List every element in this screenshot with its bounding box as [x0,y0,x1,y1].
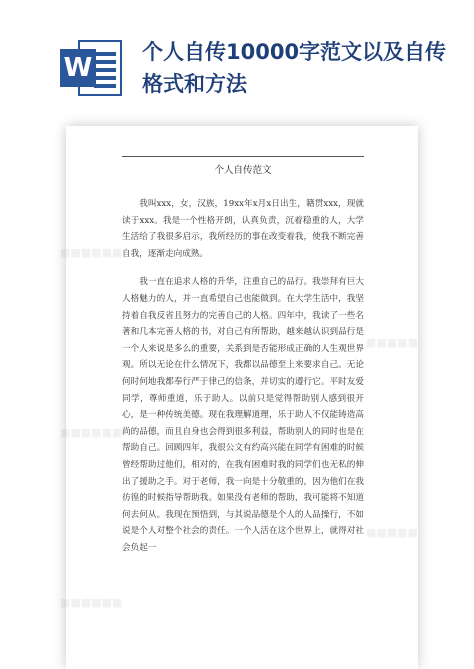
watermark: ■■■■■■ [60,596,123,609]
watermark: ■■■■■ [366,336,418,349]
page-header [0,0,474,130]
document-body [122,196,364,568]
watermark: ■■■■■■ [60,426,123,439]
word-badge: W [60,49,96,87]
document-page [60,126,418,669]
paragraph: 我叫xxx，女，汉族，19xx年x月x日出生，籍贯xxx，现就读于xxx。我是一个性格开朗，认真负责，沉着稳重的人，大学生活给了我很多启示，我所经历的事在改变着我，使我不断完善自我，逐渐走向成熟。 [122,199,364,259]
header-rule [122,156,364,157]
watermark: ■■■■■ [366,526,418,539]
word-document-icon [60,40,122,96]
document-title: 个人自传范文 [214,165,272,176]
page-title: 个人自传10000字范文以及自传格式和方法 [142,40,447,96]
paragraph: 我一直在追求人格的升华，注重自己的品行。我崇拜有巨大人格魅力的人，并一直希望自己也能做到。在大学生活中，我坚持着自我反省且努力的完善自己的人格。四年中，我读了一些名著和几本完善人格的书，对自己有所帮助，越来越认识到品行是一个人来说是多么的重要，关系到是否能形成正确的人生观世界观。所以无论在什么情况下，我都以品德至上来要求自己。无论何时何地我都奉行严于律己的信条，并切实的遵行它。平时友爱同学，尊师重道，乐于助人。以前只是觉得帮助别人感到很开心，是一种传统美德。现在我理解道理，乐于助人不仅能铸造高尚的品德，而且自身也会得到很多利益，帮助别人的同时也是在帮助自己。回顾四年，我很公文有约高兴能在同学有困难的时候曾经帮助过他们，相对的，在我有困难时我的同学们也无私的伸出了援助之手。对于老师，我一向是十分敬重的，因为他们在我彷徨的时候指导帮助我。如果没有老师的帮助，我可能将不知道何去何从。我现在预悟到，与其说品德是个人的人品操行，不如说是个人对整个社会的责任。一个人活在这个世界上，就得对社会负起一 [122,277,364,553]
watermark: ■■■■■■ [60,246,123,259]
